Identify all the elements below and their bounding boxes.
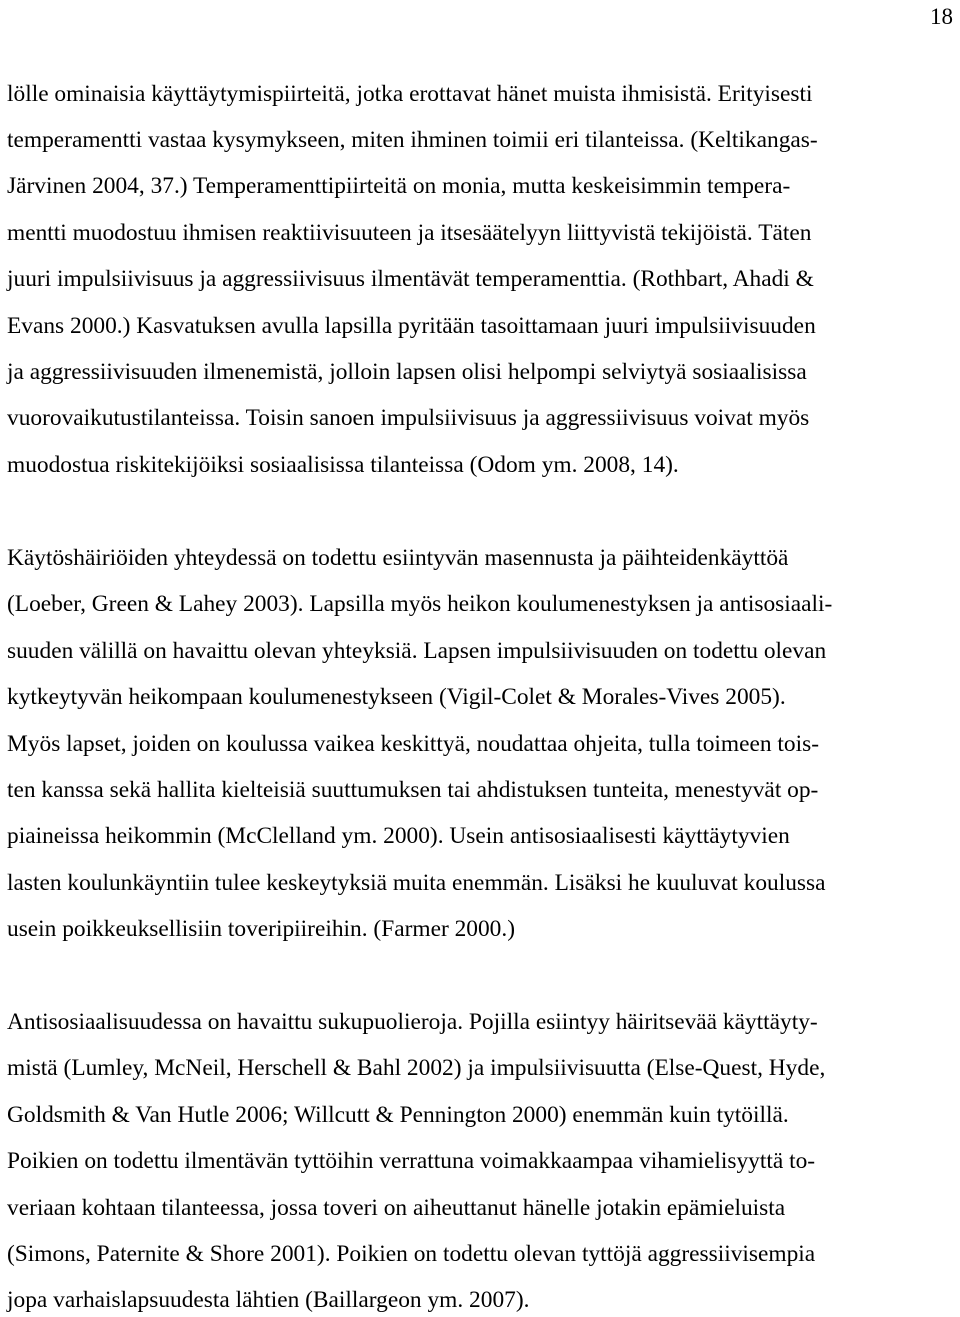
text-line: Poikien on todettu ilmentävän tyttöihin verrattuna voimakkaampaa vihamielisyyttä to- [7, 1148, 816, 1174]
text-line: veriaan kohtaan tilanteessa, jossa toveri on aiheuttanut hänelle jotakin epämieluista [7, 1195, 786, 1221]
text-line: usein poikkeuksellisiin toveripiireihin. (Farmer 2000.) [7, 916, 516, 942]
text-line: Käytöshäiriöiden yhteydessä on todettu esiintyvän masennusta ja päihteidenkäyttöä [7, 545, 789, 571]
text-line: (Loeber, Green & Lahey 2003). Lapsilla myös heikon koulumenestyksen ja antisosiaali- [7, 591, 833, 617]
text-line: suuden välillä on havaittu olevan yhteyksiä. Lapsen impulsiivisuuden on todettu olevan [7, 638, 827, 664]
text-line: mentti muodostuu ihmisen reaktiivisuuteen ja itsesäätelyyn liittyvistä tekijöistä. Täten [7, 220, 812, 246]
text-line: ja aggressiivisuuden ilmenemistä, jolloin lapsen olisi helpompi selviytyä sosiaalisissa [7, 359, 807, 385]
text-line: kytkeytyvän heikompaan koulumenestykseen (Vigil-Colet & Morales-Vives 2005). [7, 684, 786, 710]
text-line: Myös lapset, joiden on koulussa vaikea keskittyä, noudattaa ohjeita, tulla toimeen tois- [7, 731, 820, 757]
text-line: lasten koulunkäyntiin tulee keskeytyksiä muita enemmän. Lisäksi he kuuluvat koulussa [7, 870, 826, 896]
text-line: mistä (Lumley, McNeil, Herschell & Bahl 2002) ja impulsiivisuutta (Else-Quest, Hyde, [7, 1055, 826, 1081]
text-line: ten kanssa sekä hallita kielteisiä suuttumuksen tai ahdistuksen tunteita, menestyvät op- [7, 777, 819, 803]
text-line: (Simons, Paternite & Shore 2001). Poikien on todettu olevan tyttöjä aggressiivisempia [7, 1241, 816, 1267]
text-line: muodostua riskitekijöiksi sosiaalisissa tilanteissa (Odom ym. 2008, 14). [7, 452, 679, 478]
text-line: lölle ominaisia käyttäytymispiirteitä, jotka erottavat hänet muista ihmisistä. Erityisesti [7, 81, 813, 107]
text-line: Antisosiaalisuudessa on havaittu sukupuolieroja. Pojilla esiintyy häiritsevää käyttäyty- [7, 1009, 818, 1035]
page-number: 18 [930, 4, 953, 29]
text-line: Evans 2000.) Kasvatuksen avulla lapsilla pyritään tasoittamaan juuri impulsiivisuuden [7, 313, 816, 339]
text-line: piaineissa heikommin (McClelland ym. 2000). Usein antisosiaalisesti käyttäytyvien [7, 823, 790, 849]
text-line: temperamentti vastaa kysymykseen, miten ihminen toimii eri tilanteissa. (Keltikangas- [7, 127, 818, 153]
text-line: Goldsmith & Van Hutle 2006; Willcutt & Pennington 2000) enemmän kuin tytöillä. [7, 1102, 789, 1128]
text-line: Järvinen 2004, 37.) Temperamenttipiirteitä on monia, mutta keskeisimmin tempera- [7, 173, 791, 199]
text-line: juuri impulsiivisuus ja aggressiivisuus ilmentävät temperamenttia. (Rothbart, Ahadi & [7, 266, 814, 292]
text-line: vuorovaikutustilanteissa. Toisin sanoen impulsiivisuus ja aggressiivisuus voivat myös [7, 405, 810, 431]
text-line: jopa varhaislapsuudesta lähtien (Baillargeon ym. 2007). [7, 1287, 530, 1313]
